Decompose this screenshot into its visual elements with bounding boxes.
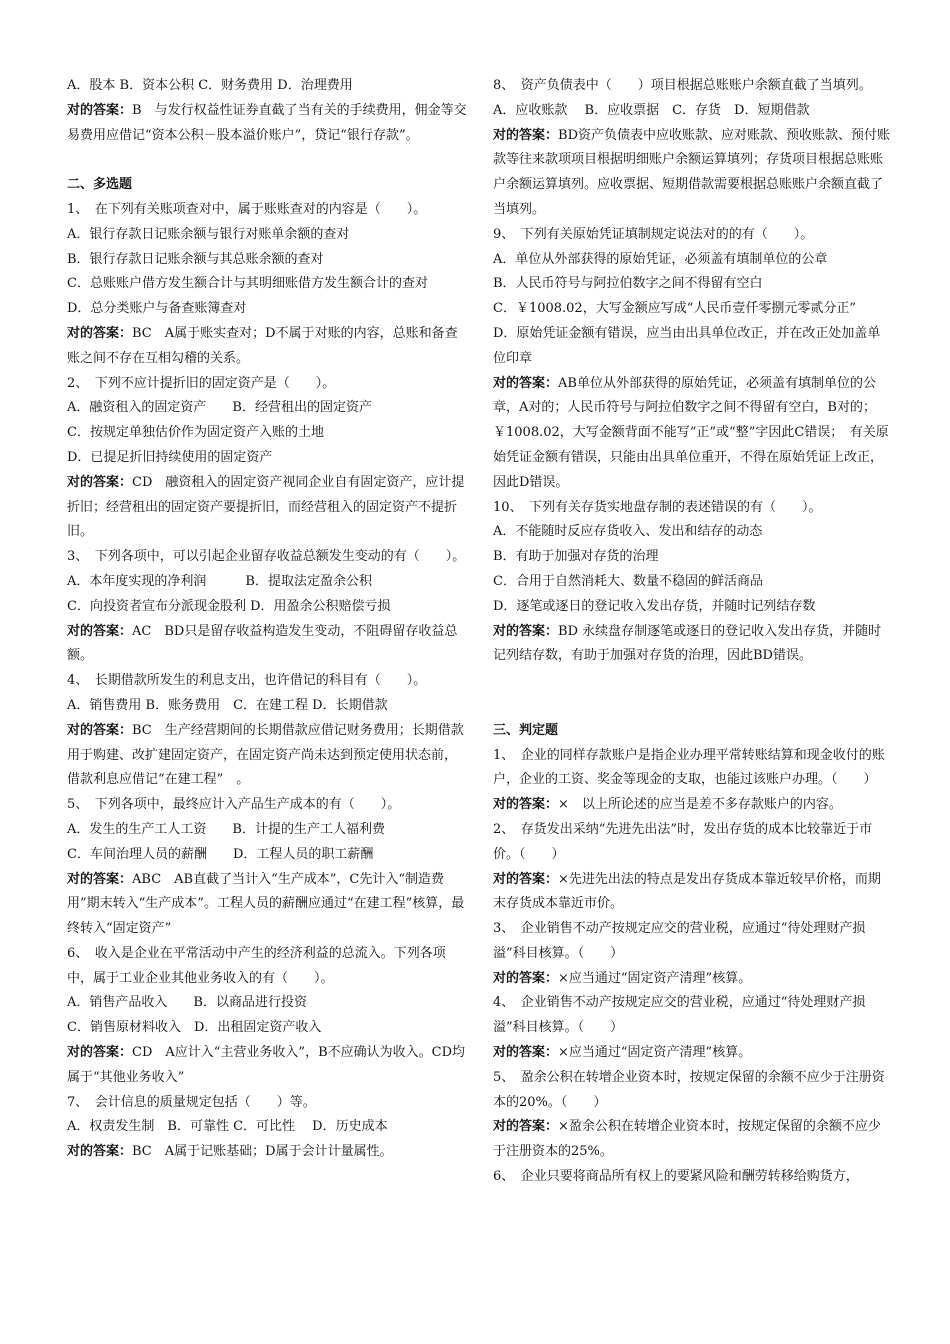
option: A．销售费用 B．账务费用 C．在建工程 D．长期借款 — [67, 697, 388, 713]
answer — [67, 1041, 467, 1091]
answer — [67, 99, 467, 149]
option: A．应收账款 B．应收票据 C．存货 D．短期借款 — [493, 102, 810, 118]
answer — [493, 372, 893, 496]
question-2: 2、 下列不应计提折旧的固定资产是（ ）。 — [67, 375, 336, 391]
answer — [493, 793, 893, 818]
option: A．单位从外部获得的原始凭证，必须盖有填制单位的公章 — [493, 251, 828, 267]
question-3: 3、 下列各项中，可以引起企业留存收益总额发生变动的有（ ）。 — [67, 549, 466, 565]
answer-text: BD资产负债表中应收账款、应对账款、预收账款、预付账款等往来款项项目根据明细账户余额运算填列；存货项目根据总账账户余额运算填列。应收票据、短期借款需要根据总账账户余额直截了当填列。 — [493, 127, 890, 217]
question-7: 7、 会计信息的质量规定包括（ ）等。 — [67, 1094, 316, 1110]
option: D．已提足折旧持续使用的固定资产 — [67, 449, 273, 465]
answer-text: BC A属于记账基础；D属于会计计量属性。 — [132, 1144, 393, 1160]
left-column — [67, 74, 467, 1165]
option: A．本年度实现的净利润 B．提取法定盈余公积 — [67, 573, 372, 589]
answer-label: 对的答案： — [67, 722, 133, 738]
answer-text: ×盈余公积在转增企业资本时，按规定保留的余额不应少于注册资本的25%。 — [493, 1119, 881, 1160]
answer-label: 对的答案： — [67, 1144, 133, 1160]
option: A．银行存款日记账余额与银行对账单余额的查对 — [67, 226, 350, 242]
option: B．人民币符号与阿拉伯数字之间不得留有空白 — [493, 276, 763, 292]
answer-label: 对的答案： — [493, 1119, 559, 1135]
answer-text: BC A属于账实查对；D不属于对账的内容，总账和备查账之间不存在互相勾稽的关系。 — [67, 325, 458, 366]
question-9: 9、 下列有关原始凭证填制规定说法对的的有（ ）。 — [493, 226, 814, 242]
answer-label: 对的答案： — [493, 127, 559, 143]
answer — [67, 868, 467, 942]
option: A．融资租入的固定资产 B．经营租出的固定资产 — [67, 400, 372, 416]
answer — [67, 719, 467, 793]
answer-label: 对的答案： — [67, 102, 133, 118]
judgment-2: 2、 存货发出采纳“先进先出法”时，发出存货的成本比较靠近于市价。（ ） — [493, 821, 873, 862]
option: C．合用于自然消耗大、数量不稳固的鲜活商品 — [493, 573, 763, 589]
option: B．银行存款日记账余额与其总账余额的查对 — [67, 251, 324, 267]
question-1: 1、 在下列有关账项查对中，属于账账查对的内容是（ ）。 — [67, 201, 427, 217]
answer-text: AB单位从外部获得的原始凭证，必须盖有填制单位的公章，A对的；人民币符号与阿拉伯数字之间不得留有空白，B对的；￥1008.02，大写金额背面不能写“正”或“整”字因此C错误； 有关原始凭证金额有错误，只能由出具单位重开，不得在原始凭证上改正，因此D错误。 — [493, 375, 889, 490]
answer-label: 对的答案： — [67, 623, 133, 639]
answer-label: 对的答案： — [493, 623, 559, 639]
answer — [493, 620, 893, 670]
section-title-true-false: 三、判定题 — [493, 722, 559, 738]
answer — [493, 967, 893, 992]
answer-text: BC 生产经营期间的长期借款应借记财务费用；长期借款用于购建、改扩建固定资产，在固定资产尚未达到预定使用状态前，借款利息应借记“在建工程” 。 — [67, 722, 464, 788]
answer — [493, 1041, 893, 1066]
question-10: 10、 下列有关存货实地盘存制的表述错误的有（ ）。 — [493, 499, 822, 515]
options-line: A．股本 B．资本公积 C．财务费用 D．治理费用 — [67, 78, 353, 93]
option: A．不能随时反应存货收入、发出和结存的动态 — [493, 524, 763, 540]
answer-text: ×应当通过“固定资产清理”核算。 — [558, 970, 752, 986]
answer-label: 对的答案： — [493, 970, 559, 986]
answer — [493, 1115, 893, 1165]
judgment-3: 3、 企业销售不动产按规定应交的营业税，应通过“待处理财产损溢”科目核算。（ ） — [493, 921, 866, 961]
question-6: 6、 收入是企业在平常活动中产生的经济利益的总流入。下列各项中，属于工业企业其他业务收入的有（ ）。 — [67, 945, 446, 986]
answer — [67, 471, 467, 545]
answer-text: CD A应计入“主营业务收入”，B不应确认为收入。CD均属于“其他业务收入” — [67, 1045, 465, 1085]
section-title-multiple-choice: 二、多选题 — [67, 177, 133, 193]
answer-text: × 以上所论述的应当是差不多存款账户的内容。 — [558, 797, 842, 813]
question-8: 8、 资产负债表中（ ）项目根据总账账户余额直截了当填列。 — [493, 78, 872, 93]
answer-label: 对的答案： — [67, 325, 133, 341]
right-column — [493, 74, 893, 1190]
answer — [493, 868, 893, 918]
answer-text: ×应当通过“固定资产清理”核算。 — [558, 1045, 752, 1061]
option: D．原始凭证金额有错误，应当由出具单位改正，并在改正处加盖单位印章 — [493, 325, 881, 366]
answer-label: 对的答案： — [493, 797, 559, 813]
answer-text: CD 融资租入的固定资产视同企业自有固定资产，应计提折旧；经营租出的固定资产要提折旧，而经营租入的固定资产不提折旧。 — [67, 474, 465, 540]
option: C．车间治理人员的薪酬 D．工程人员的职工薪酬 — [67, 846, 374, 862]
option: C．销售原材料收入 D．出租固定资产收入 — [67, 1020, 322, 1036]
answer-text: ×先进先出法的特点是发出存货成本靠近较早价格，而期末存货成本靠近市价。 — [493, 871, 881, 912]
answer-text: ABC AB直截了当计入“生产成本”，C先计入“制造费用”期末转入“生产成本”。工程人员的薪酬应通过“在建工程”核算，最终转入“固定资产” — [67, 871, 465, 937]
answer-label: 对的答案： — [67, 871, 133, 887]
option: C．向投资者宣布分派现金股利 D．用盈余公积赔偿亏损 — [67, 598, 391, 614]
answer-label: 对的答案： — [493, 871, 559, 887]
option: A．权责发生制 B．可靠性 C．可比性 D．历史成本 — [67, 1119, 388, 1135]
option: B．有助于加强对存货的治理 — [493, 549, 659, 565]
option: C．按规定单独估价作为固定资产入账的土地 — [67, 425, 324, 441]
answer-label: 对的答案： — [493, 1045, 559, 1061]
answer-label: 对的答案： — [493, 375, 559, 391]
answer — [67, 620, 467, 670]
option: C．￥1008.02，大写金额应写成“人民币壹仟零捌元零贰分正” — [493, 301, 856, 317]
answer-label: 对的答案： — [67, 474, 133, 490]
answer-text: B 与发行权益性证券直截了当有关的手续费用，佣金等交易费用应借记“资本公积－股本溢价账户”，贷记“银行存款”。 — [67, 102, 467, 143]
answer — [493, 124, 893, 223]
answer — [67, 1140, 467, 1165]
judgment-1: 1、 企业的同样存款账户是指企业办理平常转账结算和现金收付的账户，企业的工资、奖金等现金的支取，也能过该账户办理。（ ） — [493, 747, 885, 788]
judgment-6: 6、 企业只要将商品所有权上的要紧风险和酬劳转移给购货方， — [493, 1169, 859, 1185]
answer-text: BD 永续盘存制逐笔或逐日的登记收入发出存货，并随时记列结存数，有助于加强对存货的治理，因此BD错误。 — [493, 623, 882, 664]
answer-label: 对的答案： — [67, 1045, 133, 1061]
answer — [67, 322, 467, 372]
answer-text: AC BD只是留存收益构造发生变动，不阻碍留存收益总额。 — [67, 623, 458, 664]
question-4: 4、 长期借款所发生的利息支出，也许借记的科目有（ ）。 — [67, 673, 427, 689]
option: D．逐笔或逐日的登记收入发出存货，并随时记列结存数 — [493, 598, 816, 614]
option: C．总账账户借方发生额合计与其明细账借方发生额合计的查对 — [67, 276, 428, 292]
judgment-5: 5、 盈余公积在转增企业资本时，按规定保留的余额不应少于注册资本的20%。（ ） — [493, 1069, 885, 1110]
judgment-4: 4、 企业销售不动产按规定应交的营业税，应通过“待处理财产损溢”科目核算。（ ） — [493, 995, 866, 1036]
option: A．发生的生产工人工资 B．计提的生产工人福利费 — [67, 821, 385, 837]
option: D．总分类账户与备查账簿查对 — [67, 301, 247, 317]
option: A．销售产品收入 B．以商品进行投资 — [67, 995, 307, 1011]
question-5: 5、 下列各项中，最终应计入产品生产成本的有（ ）。 — [67, 797, 401, 813]
